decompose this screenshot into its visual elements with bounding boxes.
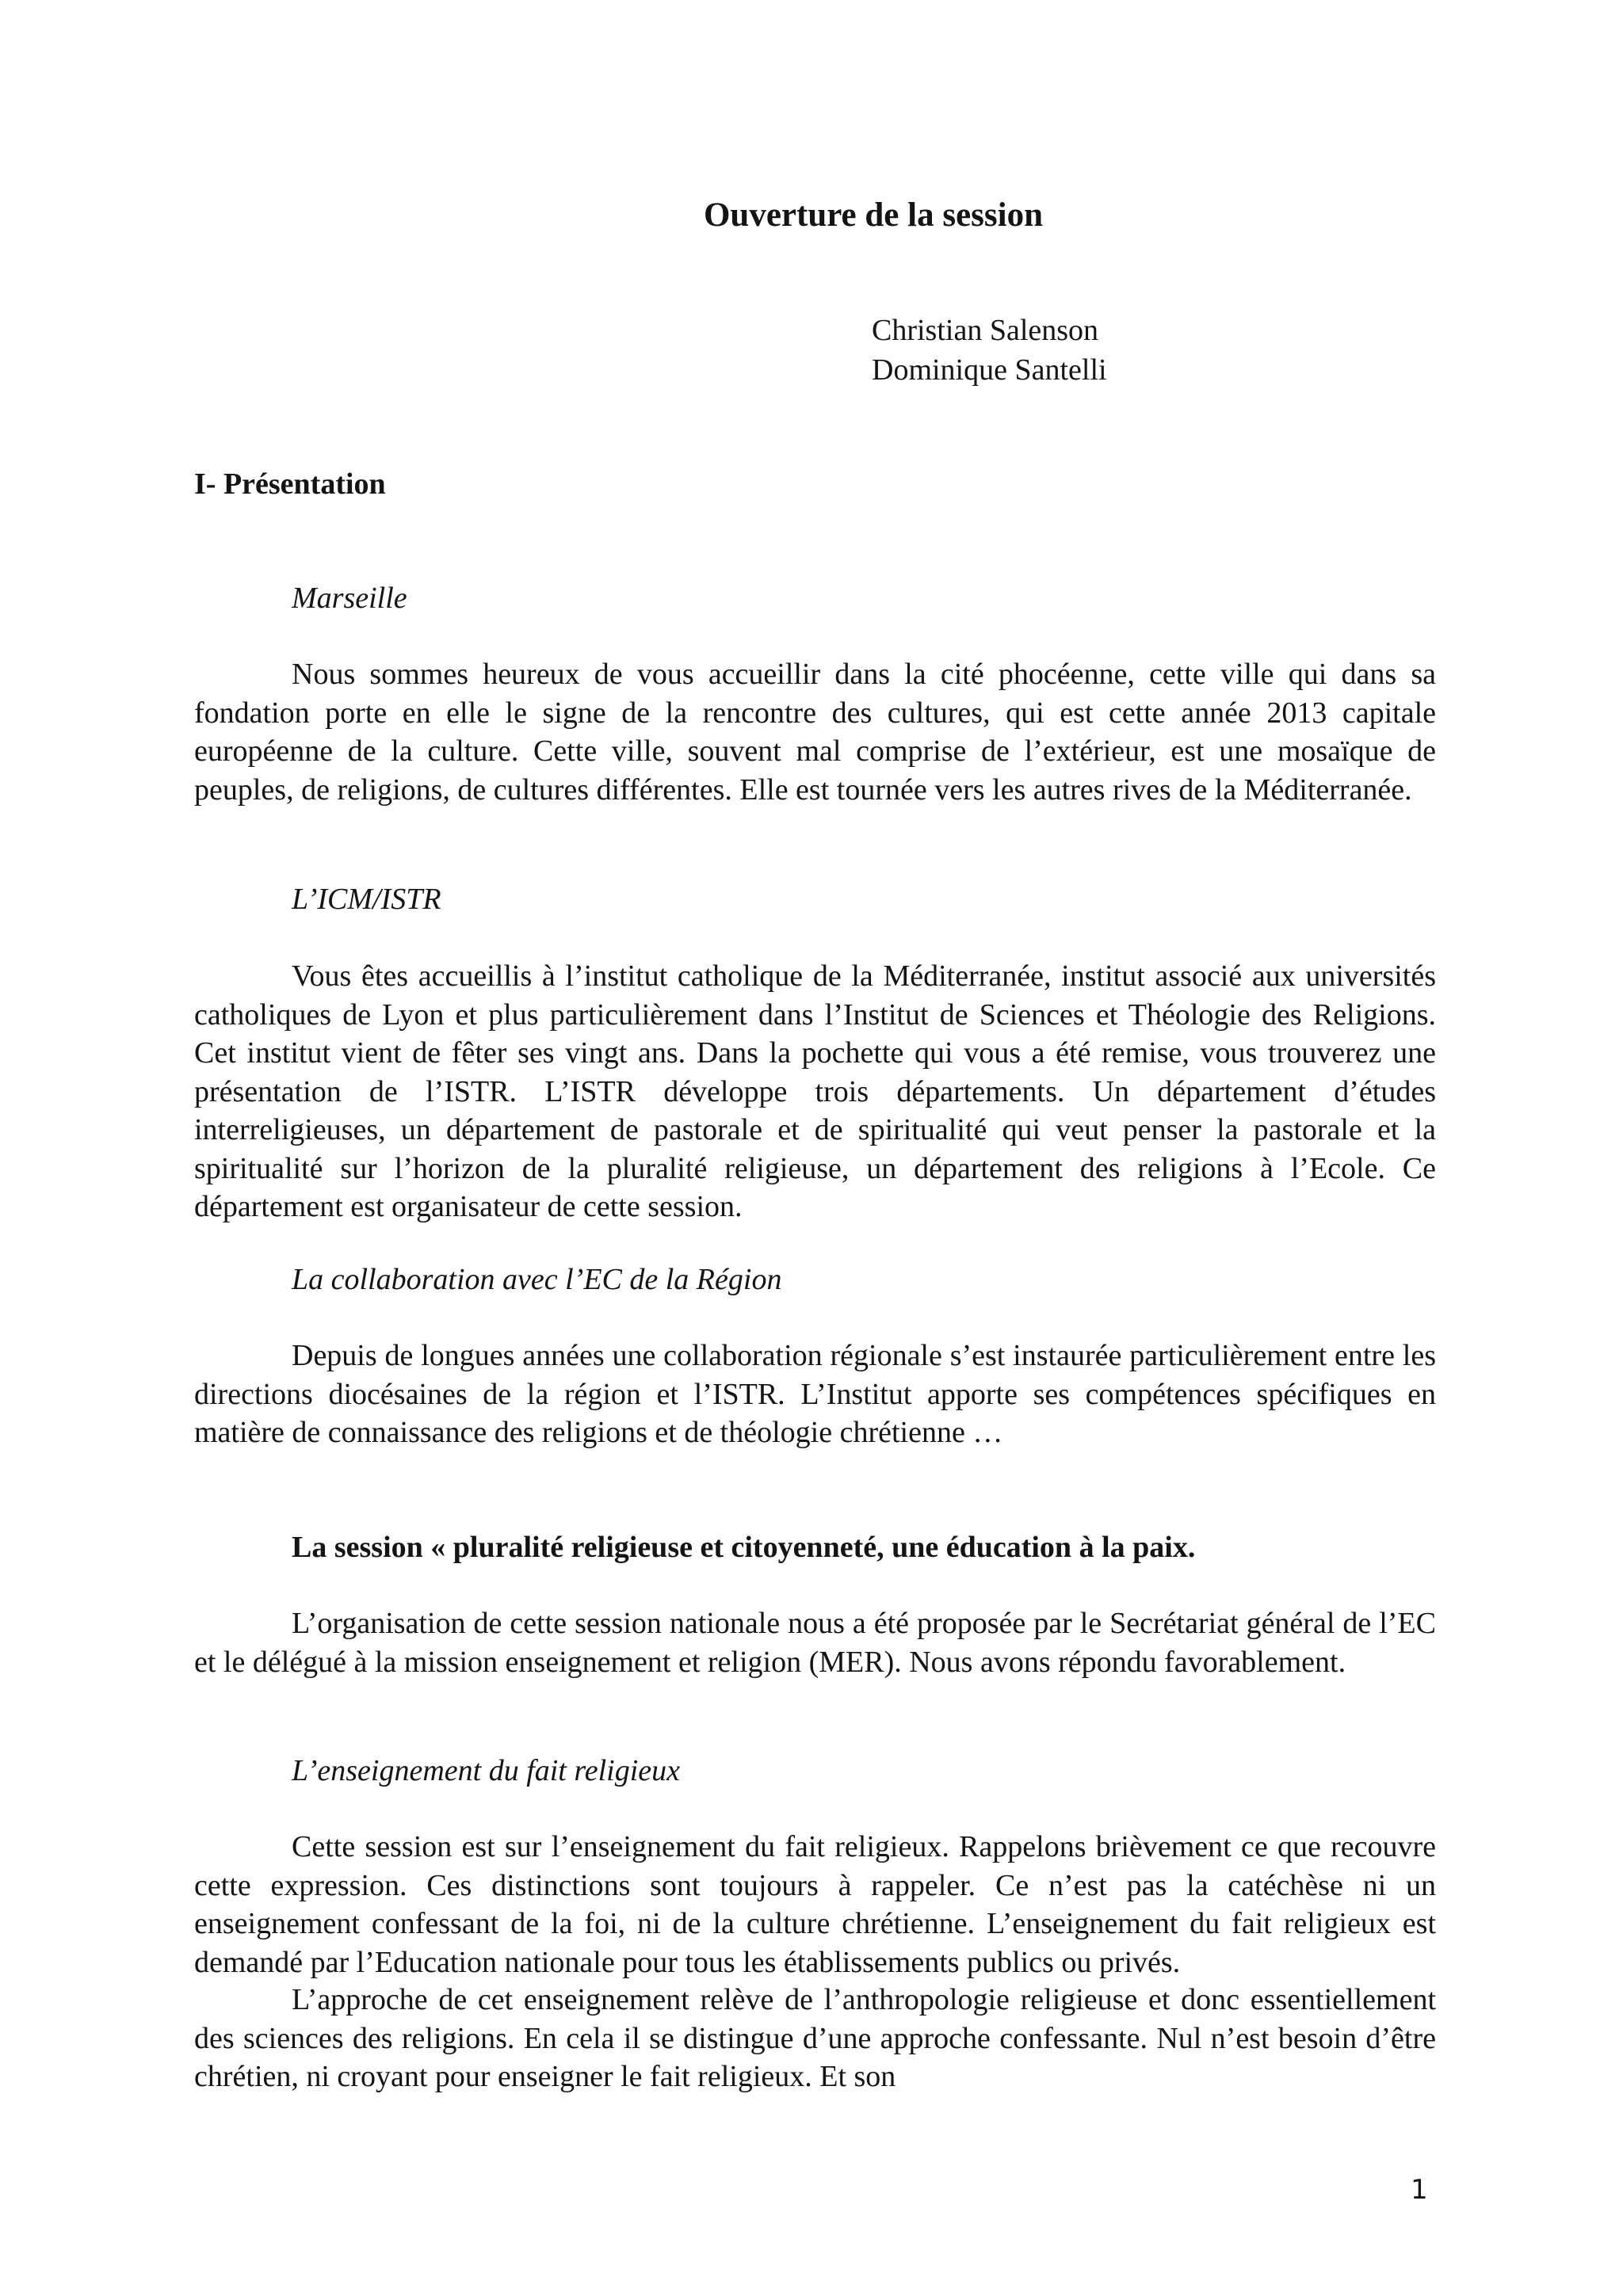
paragraph-enseignement-2: L’approche de cet enseignement relève de l’anthropologie religieuse et donc essentiellement des sciences des religions. En cela il se distingue d’une approche confessante. Nul n’est besoin d’être chrétien, ni croyant pour enseigner le fait religieux. Et son <box>194 1983 1436 2093</box>
section-heading: I- Présentation <box>194 467 386 501</box>
paragraph-marseille: Nous sommes heureux de vous accueillir dans la cité phocéenne, cette ville qui dans sa fondation porte en elle le signe de la rencontre des cultures, qui est cette année 2013 capitale européenne de la culture. Cette ville, souvent mal comprise de l’extérieur, est une mosaïque de peuples, de religions, de cultures différentes. Elle est tournée vers les autres rives de la Méditerranée. <box>194 658 1436 807</box>
subsection-heading-icm-istr: L’ICM/ISTR <box>292 883 441 916</box>
paragraph-icm-istr: Vous êtes accueillis à l’institut catholique de la Méditerranée, institut associé aux universités catholiques de Lyon et plus particulièrement dans l’Institut de Sciences et Théologie des Religions. Cet institut vient de fêter ses vingt ans. Dans la pochette qui vous a été remise, vous trouverez une présentation de l’ISTR. L’ISTR développe trois départements. Un département d’études interreligieuses, un département de pastorale et de spiritualité qui veut penser la pastorale et la spiritualité sur l’horizon de la pluralité religieuse, un département des religions à l’Ecole. Ce département est organisateur de cette session. <box>194 959 1436 1223</box>
subsection-heading-session: La session « pluralité religieuse et citoyenneté, une éducation à la paix. <box>292 1531 1196 1564</box>
author-name: Dominique Santelli <box>872 353 1107 387</box>
page-number: 1 <box>1411 2174 1428 2206</box>
subsection-heading-enseignement: L’enseignement du fait religieux <box>292 1754 681 1787</box>
author-name: Christian Salenson <box>872 314 1099 347</box>
page-title: Ouverture de la session <box>703 196 1043 234</box>
paragraph-session: L’organisation de cette session nationale nous a été proposée par le Secrétariat général de l’EC et le délégué à la mission enseignement et religion (MER). Nous avons répondu favorablement. <box>194 1607 1436 1679</box>
paragraph-collaboration: Depuis de longues années une collaboration régionale s’est instaurée particulièrement entre les directions diocésaines de la région et l’ISTR. L’Institut apporte ses compétences spécifiques en matière de connaissance des religions et de théologie chrétienne … <box>194 1339 1436 1449</box>
subsection-heading-collaboration: La collaboration avec l’EC de la Région <box>292 1263 782 1296</box>
subsection-heading-marseille: Marseille <box>292 582 407 615</box>
author-list <box>872 311 1107 390</box>
paragraph-enseignement-1: Cette session est sur l’enseignement du fait religieux. Rappelons brièvement ce que recouvre cette expression. Ces distinctions sont toujours à rappeler. Ce n’est pas la catéchèse ni un enseignement confessant de la foi, ni de la culture chrétienne. L’enseignement du fait religieux est demandé par l’Education nationale pour tous les établissements publics ou privés. <box>194 1830 1436 1979</box>
